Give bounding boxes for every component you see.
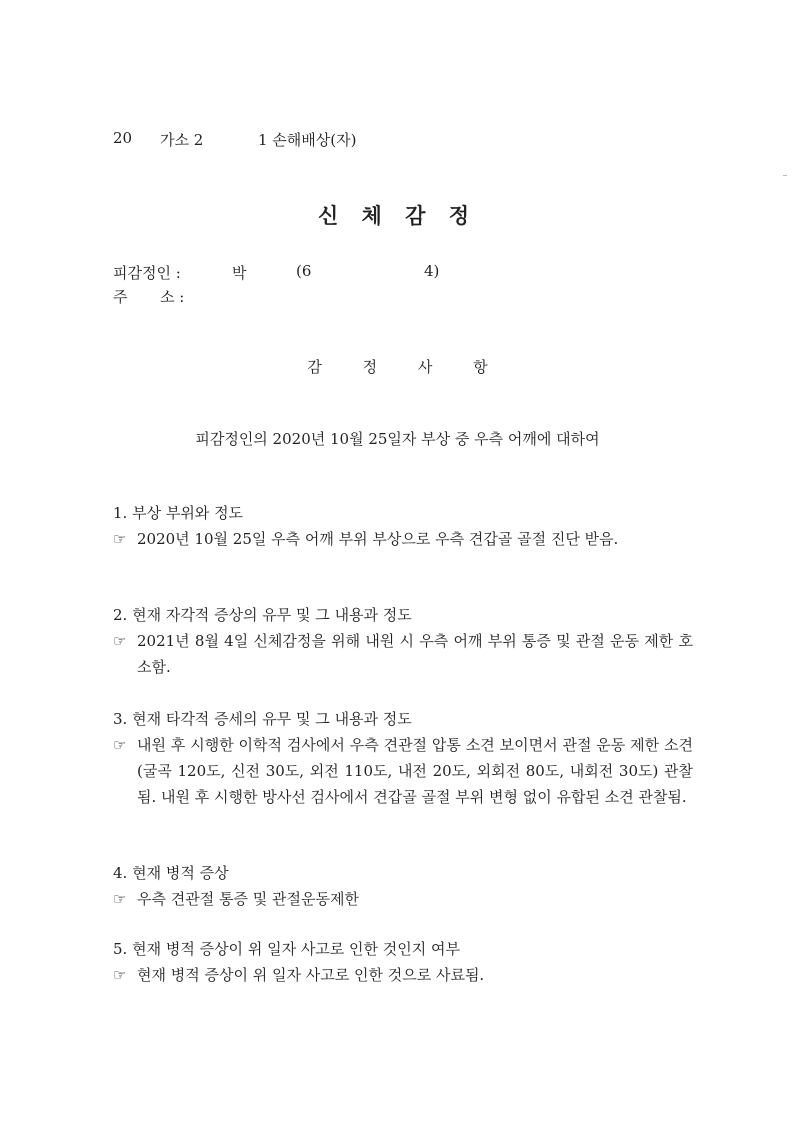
case-type: 가소 2 [160,131,204,149]
question-text: 3. 현재 타각적 증세의 유무 및 그 내용과 정도 [113,710,412,728]
section-3 [113,706,693,810]
address-label-part2: 소 : [160,288,185,306]
answer-text: 2020년 10월 25일 우측 어깨 부위 부상으로 우측 견갑골 골절 진단 받음. [137,530,619,548]
heading-char: 감 [307,358,322,376]
address-label-part1: 주 [113,288,128,306]
subject-name-label: 피감정인 : [113,264,181,282]
heading-char: 사 [417,358,433,376]
case-year: 20 [113,129,133,147]
section-heading [0,356,795,377]
section-2 [113,602,693,680]
subject-id-start: (6 [296,262,312,280]
question-text: 4. 현재 병적 증상 [113,864,229,882]
heading-char: 정 [362,358,378,376]
case-title: 1 손해배상(자) [258,131,357,149]
pointing-hand-icon: ☞ [113,966,127,984]
question-text: 5. 현재 병적 증상이 위 일자 사고로 인한 것인지 여부 [113,940,461,958]
document-title: 신 체 감 정 [317,203,478,228]
question-text: 1. 부상 부위와 정도 [113,504,244,522]
heading-char: 항 [473,358,488,376]
answer-text: 내원 후 시행한 이학적 검사에서 우측 견관절 압통 소견 보이면서 관절 운동 제한 소견(굴곡 120도, 신전 30도, 외전 110도, 내전 20도, 외회전 80도, 내회전 30도) 관찰됨. 내원 후 시행한 방사선 검사에서 견갑골 골절 부위 변형 없이 유합된 소견 관찰됨. [137,736,693,806]
pointing-hand-icon: ☞ [113,890,127,908]
answer-text: 현재 병적 증상이 위 일자 사고로 인한 것으로 사료됨. [137,966,485,984]
section-5 [113,936,693,988]
subject-name-value: 박 [232,264,247,282]
scan-mark [783,175,787,176]
pointing-hand-icon: ☞ [113,736,127,754]
question-text: 2. 현재 자각적 증상의 유무 및 그 내용과 정도 [113,606,412,624]
section-4 [113,860,693,912]
section-1 [113,500,693,552]
pointing-hand-icon: ☞ [113,632,127,650]
intro-text: 피감정인의 2020년 10월 25일자 부상 중 우측 어깨에 대하여 [195,430,600,448]
answer-text: 2021년 8월 4일 신체감정을 위해 내원 시 우측 어깨 부위 통증 및 관절 운동 제한 호소함. [137,632,693,676]
pointing-hand-icon: ☞ [113,530,127,548]
subject-id-end: 4) [424,262,440,280]
answer-text: 우측 견관절 통증 및 관절운동제한 [137,890,359,908]
